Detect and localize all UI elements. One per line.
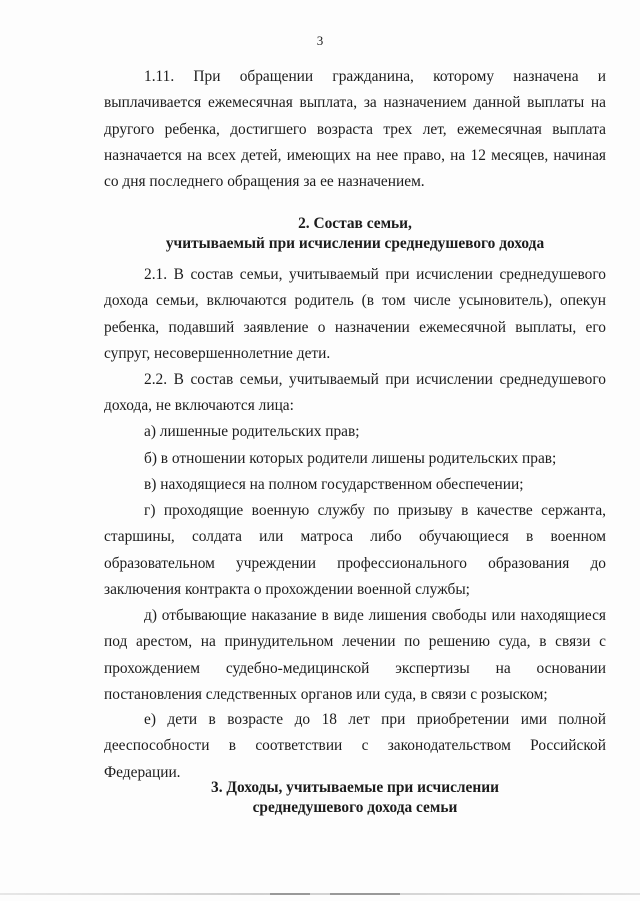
section-2-title (104, 214, 606, 254)
section-3-title (104, 778, 606, 818)
page-number: 3 (316, 33, 324, 48)
list-item-b: б) в отношении которых родители лишены родительских прав; (144, 450, 557, 467)
scan-bottom-edge (0, 893, 640, 895)
section-2-title-line-1: 2. Состав семьи, (298, 215, 412, 232)
list-item-d: д) отбывающие наказание в виде лишения свободы или находящиеся под арестом, на принудительном лечении по решению суда, в связи с прохождением судебно-медицинской экспертизы на основании постановления следственных органов или суда, в связи с розыском; (104, 607, 606, 703)
scan-edge-mark (330, 893, 400, 895)
section-3-title-line-2: среднедушевого дохода семьи (252, 799, 458, 816)
section-2-title-line-2: учитываемый при исчислении среднедушевого дохода (165, 235, 545, 252)
list-item-a: а) лишенные родительских прав; (144, 423, 360, 440)
list-item-g: г) проходящие военную службу по призыву в качестве сержанта, старшины, солдата или матроса либо обучающиеся в военном образовательном учреждении профессионального образования до заключения контракта о прохождении военной службы; (104, 502, 606, 598)
section-3-title-line-1: 3. Доходы, учитываемые при исчислении (211, 779, 499, 796)
scan-edge-mark (270, 893, 310, 895)
list-item-e: е) дети в возрасте до 18 лет при приобретении ими полной дееспособности в соответствии с законодательством Российской Федерации. (104, 711, 606, 781)
paragraph-2-2: 2.2. В состав семьи, учитываемый при исчислении среднедушевого дохода, не включаются лица: (104, 371, 606, 415)
list-item-v: в) находящиеся на полном государственном обеспечении; (144, 476, 524, 493)
paragraph-1-11: 1.11. При обращении гражданина, которому назначена и выплачивается ежемесячная выплата, за назначением данной выплаты на другого ребенка, достигшего возраста трех лет, ежемесячная выплата назначается на всех детей, имеющих на нее право, на 12 месяцев, начиная со дня последнего обращения за ее назначением. (104, 68, 606, 191)
paragraph-2-1: 2.1. В состав семьи, учитываемый при исчислении среднедушевого дохода семьи, включаются родитель (в том числе усыновитель), опекун ребенка, подавший заявление о назначении ежемесячной выплаты, его супруг, несовершеннолетние дети. (104, 266, 606, 362)
